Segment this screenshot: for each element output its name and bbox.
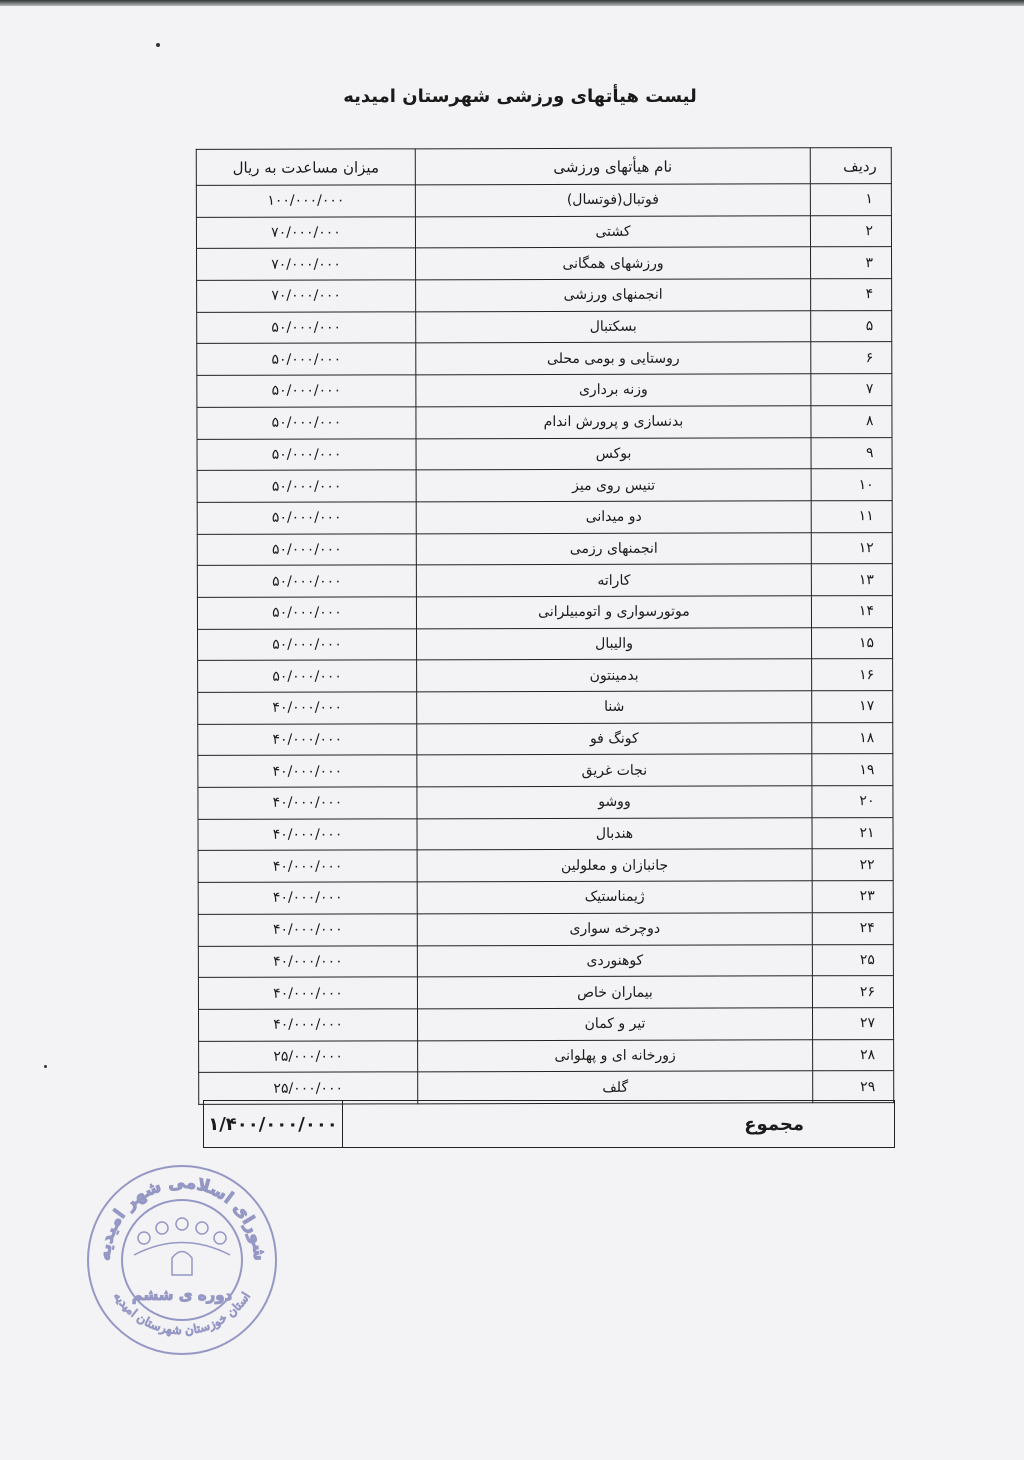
row-index: ۴: [811, 279, 892, 311]
row-name: بیماران خاص: [417, 976, 812, 1009]
row-amount: ۷۰/۰۰۰/۰۰۰: [197, 248, 416, 280]
table-row: [198, 659, 893, 693]
page-title: لیست هیأتهای ورزشی شهرستان امیدیه: [343, 86, 697, 107]
row-name: ورزشهای همگانی: [416, 247, 811, 280]
row-amount: ۵۰/۰۰۰/۰۰۰: [197, 343, 416, 375]
row-amount: ۴۰/۰۰۰/۰۰۰: [198, 692, 417, 724]
table-row: [196, 215, 891, 249]
table-row: [198, 691, 893, 725]
table-row: [198, 722, 893, 756]
row-index: ۷: [811, 374, 892, 406]
scan-edge: [0, 0, 1024, 6]
total-label: مجموع: [343, 1101, 895, 1148]
table-row: [197, 279, 892, 313]
row-amount: ۴۰/۰۰۰/۰۰۰: [198, 755, 417, 787]
row-name: بدمینتون: [417, 659, 812, 692]
row-name: ووشو: [417, 786, 812, 819]
row-index: ۱۵: [812, 627, 893, 659]
row-amount: ۴۰/۰۰۰/۰۰۰: [198, 914, 417, 946]
table-row: [199, 1007, 894, 1041]
table-row: [198, 786, 893, 820]
table-row: [198, 627, 893, 661]
row-amount: ۴۰/۰۰۰/۰۰۰: [198, 850, 417, 882]
svg-text:شورای اسلامی شهر امیدیه: شورای اسلامی شهر امیدیه: [94, 1172, 270, 1262]
row-amount: ۴۰/۰۰۰/۰۰۰: [198, 977, 417, 1009]
table-row: [197, 374, 892, 408]
total-row: [204, 1101, 895, 1148]
row-index: ۲۸: [813, 1039, 894, 1071]
row-index: ۵: [811, 310, 892, 342]
row-name: موتورسواری و اتومبیلرانی: [416, 596, 811, 629]
table-row: [199, 1039, 894, 1073]
row-amount: ۵۰/۰۰۰/۰۰۰: [197, 312, 416, 344]
header-name: نام هیأتهای ورزشی: [415, 148, 810, 185]
table-row: [198, 881, 893, 915]
row-index: ۱۰: [811, 469, 892, 501]
row-amount: ۵۰/۰۰۰/۰۰۰: [197, 438, 416, 470]
row-name: بوکس: [416, 437, 811, 470]
row-name: روستایی و بومی محلی: [416, 342, 811, 375]
row-index: ۲۱: [812, 817, 893, 849]
sports-boards-table: [196, 147, 895, 1105]
row-name: کوهنوردی: [417, 944, 812, 977]
row-name: گلف: [418, 1071, 813, 1104]
row-name: انجمنهای ورزشی: [416, 279, 811, 312]
ink-speck: [156, 43, 160, 47]
ink-speck: [44, 1065, 47, 1068]
row-name: کشتی: [415, 215, 810, 248]
row-name: والیبال: [417, 627, 812, 660]
row-amount: ۴۰/۰۰۰/۰۰۰: [198, 724, 417, 756]
row-amount: ۴۰/۰۰۰/۰۰۰: [199, 1009, 418, 1041]
row-name: دوچرخه سواری: [417, 913, 812, 946]
row-name: ژیمناستیک: [417, 881, 812, 914]
table-row: [198, 849, 893, 883]
table-row: [198, 976, 893, 1010]
table-row: [197, 342, 892, 376]
table-row: [198, 912, 893, 946]
row-index: ۱۸: [812, 722, 893, 754]
total-value: ۱/۴۰۰/۰۰۰/۰۰۰: [204, 1101, 343, 1148]
row-name: کاراته: [416, 564, 811, 597]
row-name: جانبازان و معلولین: [417, 849, 812, 882]
header-index: ردیف: [810, 148, 891, 184]
row-index: ۲۳: [812, 881, 893, 913]
table-row: [197, 532, 892, 566]
row-amount: ۵۰/۰۰۰/۰۰۰: [197, 533, 416, 565]
table-row: [197, 437, 892, 471]
table-row: [197, 564, 892, 598]
row-index: ۱۹: [812, 754, 893, 786]
row-index: ۲۲: [812, 849, 893, 881]
row-index: ۱۶: [812, 659, 893, 691]
row-index: ۲۷: [813, 1007, 894, 1039]
row-index: ۸: [811, 405, 892, 437]
row-amount: ۵۰/۰۰۰/۰۰۰: [197, 407, 416, 439]
table-row: [198, 754, 893, 788]
svg-text:استان خوزستان شهرستان امیدیه: استان خوزستان شهرستان امیدیه: [110, 1289, 254, 1338]
row-amount: ۷۰/۰۰۰/۰۰۰: [197, 280, 416, 312]
row-index: ۱۱: [811, 500, 892, 532]
row-amount: ۵۰/۰۰۰/۰۰۰: [198, 660, 417, 692]
row-name: نجات غریق: [417, 754, 812, 787]
table-row: [197, 405, 892, 439]
row-index: ۳: [811, 247, 892, 279]
table-row: [197, 310, 892, 344]
row-name: بدنسازی و پرورش اندام: [416, 406, 811, 439]
row-index: ۱۲: [811, 532, 892, 564]
svg-text:دوره ی ششم: دوره ی ششم: [131, 1286, 233, 1304]
row-name: بسکتبال: [416, 311, 811, 344]
table-header-row: [196, 148, 891, 186]
row-index: ۲۵: [812, 944, 893, 976]
row-amount: ۵۰/۰۰۰/۰۰۰: [198, 628, 417, 660]
row-index: ۲۶: [812, 976, 893, 1008]
row-amount: ۴۰/۰۰۰/۰۰۰: [198, 819, 417, 851]
row-name: تنیس روی میز: [416, 469, 811, 502]
row-name: دو میدانی: [416, 501, 811, 534]
row-index: ۹: [811, 437, 892, 469]
total-table: [203, 1100, 895, 1148]
row-index: ۲۰: [812, 786, 893, 818]
row-index: ۲۹: [813, 1071, 894, 1103]
row-amount: ۴۰/۰۰۰/۰۰۰: [198, 882, 417, 914]
row-name: هندبال: [417, 818, 812, 851]
row-index: ۱: [810, 184, 891, 216]
row-index: ۱۳: [811, 564, 892, 596]
row-name: زورخانه ای و پهلوانی: [418, 1039, 813, 1072]
row-amount: ۵۰/۰۰۰/۰۰۰: [197, 470, 416, 502]
table-body: [196, 184, 893, 1105]
table-row: [196, 184, 891, 218]
row-index: ۲۴: [812, 912, 893, 944]
row-index: ۲: [810, 215, 891, 247]
row-name: انجمنهای رزمی: [416, 532, 811, 565]
header-amount: میزان مساعدت به ریال: [196, 149, 415, 186]
row-amount: ۲۵/۰۰۰/۰۰۰: [199, 1040, 418, 1072]
row-amount: ۷۰/۰۰۰/۰۰۰: [196, 217, 415, 249]
table-row: [197, 247, 892, 281]
row-amount: ۴۰/۰۰۰/۰۰۰: [198, 787, 417, 819]
row-amount: ۱۰۰/۰۰۰/۰۰۰: [196, 185, 415, 217]
row-amount: ۴۰/۰۰۰/۰۰۰: [198, 945, 417, 977]
row-amount: ۵۰/۰۰۰/۰۰۰: [197, 502, 416, 534]
row-index: ۱۴: [811, 596, 892, 628]
table-row: [197, 469, 892, 503]
row-index: ۶: [811, 342, 892, 374]
row-name: تیر و کمان: [418, 1008, 813, 1041]
row-amount: ۵۰/۰۰۰/۰۰۰: [197, 375, 416, 407]
council-seal-stamp: [82, 1160, 282, 1360]
table-row: [197, 596, 892, 630]
table-row: [198, 817, 893, 851]
row-name: فوتبال(فوتسال): [415, 184, 810, 217]
row-amount: ۵۰/۰۰۰/۰۰۰: [197, 597, 416, 629]
table-row: [198, 944, 893, 978]
row-name: وزنه برداری: [416, 374, 811, 407]
row-amount: ۵۰/۰۰۰/۰۰۰: [197, 565, 416, 597]
row-name: کونگ فو: [417, 722, 812, 755]
row-index: ۱۷: [812, 691, 893, 723]
row-name: شنا: [417, 691, 812, 724]
row-amount: ۲۵/۰۰۰/۰۰۰: [199, 1072, 418, 1104]
table-row: [197, 500, 892, 534]
